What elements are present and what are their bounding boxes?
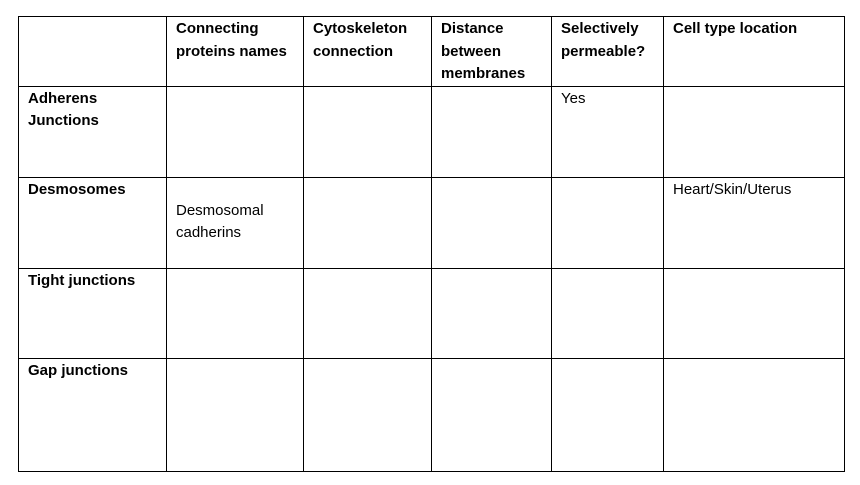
- row-label-adherens: Adherens Junctions: [19, 86, 167, 177]
- row-label-tight: Tight junctions: [19, 268, 167, 358]
- header-cell-distance: Distance between membranes: [432, 17, 552, 87]
- table-cell: [167, 358, 304, 471]
- table-cell: [167, 86, 304, 177]
- table-cell: [552, 358, 664, 471]
- table-row-adherens: [19, 86, 845, 177]
- header-cell-permeable: Selectively permeable?: [552, 17, 664, 87]
- table-cell: [432, 268, 552, 358]
- table-cell: [664, 86, 845, 177]
- table-cell: [552, 177, 664, 268]
- table-cell: [664, 358, 845, 471]
- table-cell: [432, 86, 552, 177]
- table-row-tight: [19, 268, 845, 358]
- table-cell: [432, 358, 552, 471]
- header-row: [19, 17, 845, 87]
- table-cell: [304, 177, 432, 268]
- table-cell: [664, 268, 845, 358]
- row-label-gap: Gap junctions: [19, 358, 167, 471]
- table-cell: [552, 268, 664, 358]
- table-cell: Yes: [552, 86, 664, 177]
- header-cell-connecting-proteins: Connecting proteins names: [167, 17, 304, 87]
- junctions-table: [18, 16, 845, 472]
- table-cell: [304, 268, 432, 358]
- table-row-gap: [19, 358, 845, 471]
- header-cell-corner: [19, 17, 167, 87]
- table-cell: Desmosomal cadherins: [167, 177, 304, 268]
- row-label-desmosomes: Desmosomes: [19, 177, 167, 268]
- header-cell-location: Cell type location: [664, 17, 845, 87]
- table-row-desmosomes: [19, 177, 845, 268]
- table-cell: Heart/Skin/Uterus: [664, 177, 845, 268]
- header-cell-cytoskeleton: Cytoskeleton connection: [304, 17, 432, 87]
- table-cell: [432, 177, 552, 268]
- table-cell: [304, 358, 432, 471]
- table-cell: [304, 86, 432, 177]
- table-cell: [167, 268, 304, 358]
